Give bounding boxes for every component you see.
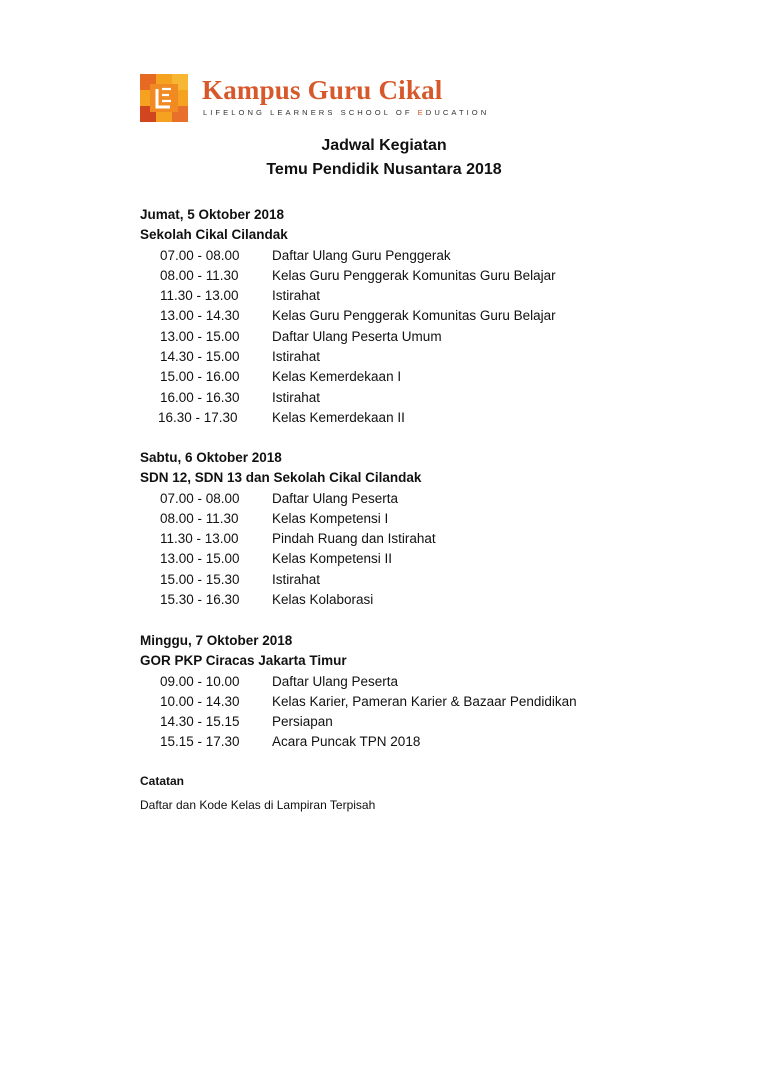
session-time: 07.00 - 08.00 <box>160 247 240 263</box>
session-time: 08.00 - 11.30 <box>160 267 239 283</box>
schedule-row <box>140 266 740 286</box>
day-section <box>140 631 740 753</box>
day-section <box>140 448 740 610</box>
schedule-row <box>140 347 740 367</box>
session-time: 16.30 - 17.30 <box>158 409 238 425</box>
schedule-row <box>140 732 740 752</box>
session-time: 13.00 - 15.00 <box>160 551 240 567</box>
tagline-accent: E <box>417 108 426 117</box>
session-activity: Kelas Kompetensi II <box>272 551 393 567</box>
session-activity: Kelas Kompetensi I <box>272 510 389 526</box>
schedule-row <box>140 549 740 569</box>
schedule-row <box>140 367 740 387</box>
schedule-row <box>140 590 740 610</box>
session-activity: Istirahat <box>272 571 321 587</box>
schedule-row <box>140 509 740 529</box>
session-time: 15.00 - 15.30 <box>160 571 240 587</box>
session-time: 10.00 - 14.30 <box>160 693 240 709</box>
kampus-guru-cikal-logo-icon <box>140 74 188 122</box>
session-time: 11.30 - 13.00 <box>160 531 239 547</box>
session-time: 11.30 - 13.00 <box>160 288 239 304</box>
session-activity: Kelas Kolaborasi <box>272 592 374 608</box>
tagline-suffix: DUCATION <box>425 108 490 117</box>
session-time: 13.00 - 15.00 <box>160 328 240 344</box>
session-activity: Daftar Ulang Peserta <box>272 673 399 689</box>
session-activity: Persiapan <box>272 714 333 730</box>
day-date: Minggu, 7 Oktober 2018 <box>140 633 293 648</box>
session-time: 16.00 - 16.30 <box>160 389 240 405</box>
session-activity: Kelas Guru Penggerak Komunitas Guru Belajar <box>272 267 556 283</box>
day-date: Jumat, 5 Oktober 2018 <box>140 207 285 222</box>
day-venue: GOR PKP Ciracas Jakarta Timur <box>140 653 347 669</box>
tagline-prefix: LIFELONG LEARNERS SCHOOL OF <box>203 108 418 117</box>
session-activity: Daftar Ulang Peserta <box>272 490 399 506</box>
session-activity: Daftar Ulang Guru Penggerak <box>272 247 451 263</box>
session-time: 07.00 - 08.00 <box>160 490 240 506</box>
session-time: 14.30 - 15.15 <box>160 714 240 730</box>
note-title: Catatan <box>140 774 185 788</box>
session-activity: Kelas Guru Penggerak Komunitas Guru Belajar <box>272 308 556 324</box>
note-section <box>140 773 375 813</box>
schedule-row <box>140 672 740 692</box>
session-time: 14.30 - 15.00 <box>160 349 240 365</box>
schedule-row <box>140 286 740 306</box>
schedule-row <box>140 246 740 266</box>
session-time: 09.00 - 10.00 <box>160 673 240 689</box>
session-activity: Daftar Ulang Peserta Umum <box>272 328 442 344</box>
session-activity: Pindah Ruang dan Istirahat <box>272 531 436 547</box>
schedule-row <box>140 306 740 326</box>
session-activity: Kelas Karier, Pameran Karier & Bazaar Pendidikan <box>272 693 577 709</box>
session-activity: Istirahat <box>272 288 321 304</box>
note-text: Daftar dan Kode Kelas di Lampiran Terpisah <box>140 798 376 812</box>
logo-title: Kampus Guru Cikal <box>202 75 443 105</box>
schedule-row <box>140 388 740 408</box>
session-time: 13.00 - 14.30 <box>160 308 240 324</box>
page-subtitle: Temu Pendidik Nusantara 2018 <box>266 161 502 178</box>
schedule-row <box>140 529 740 549</box>
session-activity: Kelas Kemerdekaan II <box>272 409 405 425</box>
day-venue: Sekolah Cikal Cilandak <box>140 227 288 243</box>
session-time: 15.15 - 17.30 <box>160 734 240 750</box>
day-section <box>140 205 740 428</box>
schedule-row <box>140 570 740 590</box>
session-time: 08.00 - 11.30 <box>160 510 239 526</box>
schedule-row <box>140 489 740 509</box>
page-title: Jadwal Kegiatan <box>321 137 447 154</box>
session-time: 15.00 - 16.00 <box>160 369 240 385</box>
session-activity: Acara Puncak TPN 2018 <box>272 734 421 750</box>
session-activity: Istirahat <box>272 349 321 365</box>
day-date: Sabtu, 6 Oktober 2018 <box>140 450 282 465</box>
session-activity: Istirahat <box>272 389 321 405</box>
schedule-row <box>140 712 740 732</box>
session-time: 15.30 - 16.30 <box>160 592 240 608</box>
schedule-row <box>140 692 740 712</box>
schedule-row <box>140 327 740 347</box>
day-venue: SDN 12, SDN 13 dan Sekolah Cikal Cilandak <box>140 470 422 486</box>
schedule-row <box>140 408 740 428</box>
logo-tagline <box>203 108 489 117</box>
session-activity: Kelas Kemerdekaan I <box>272 369 402 385</box>
